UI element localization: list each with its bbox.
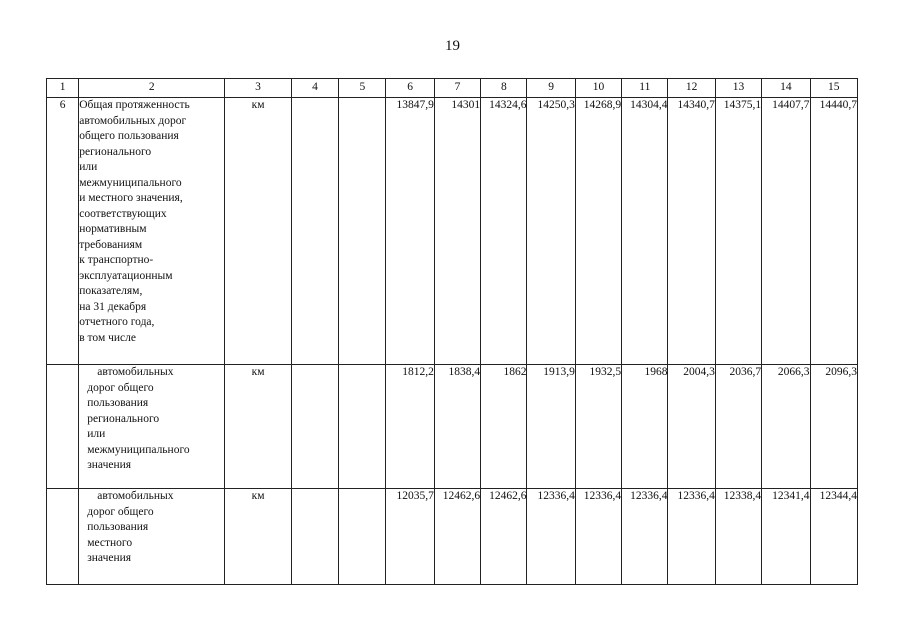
header-cell: 10 xyxy=(575,79,621,98)
header-cell: 15 xyxy=(810,79,858,98)
description-line: дорог общего xyxy=(87,381,154,394)
value-cell: 2096,3 xyxy=(810,365,858,489)
value-cell: 1932,5 xyxy=(575,365,621,489)
header-cell: 8 xyxy=(481,79,527,98)
value-cell: 1812,2 xyxy=(386,365,434,489)
description-line: или xyxy=(87,428,106,440)
value-cell: 14268,9 xyxy=(575,98,621,365)
value-cell: 1913,9 xyxy=(527,365,575,489)
value-cell: 14440,7 xyxy=(810,98,858,365)
header-cell: 5 xyxy=(339,79,386,98)
header-cell: 11 xyxy=(622,79,668,98)
value-cell: 1862 xyxy=(481,365,527,489)
value-cell: 14324,6 xyxy=(481,98,527,365)
row-unit: км xyxy=(225,365,291,489)
value-cell: 14250,3 xyxy=(527,98,575,365)
page-number: 19 xyxy=(445,38,460,54)
value-cell: 2036,7 xyxy=(715,365,761,489)
header-cell: 6 xyxy=(386,79,434,98)
header-cell: 12 xyxy=(668,79,715,98)
header-cell: 7 xyxy=(434,79,480,98)
value-cell: 14301 xyxy=(434,98,480,365)
description-line: отчетного года, xyxy=(79,316,155,328)
value-cell: 12336,4 xyxy=(527,489,575,585)
description-line: дорог общего xyxy=(87,505,154,518)
description-line: нормативным xyxy=(79,223,147,235)
row-description xyxy=(79,98,225,365)
row-col4 xyxy=(291,489,338,585)
description-line: показателям, xyxy=(79,285,143,297)
row-description xyxy=(79,489,225,585)
row-col4 xyxy=(291,365,338,489)
value-cell: 12336,4 xyxy=(668,489,715,585)
description-line: автомобильных дорог xyxy=(79,114,187,127)
header-row xyxy=(47,79,858,98)
value-cell: 12344,4 xyxy=(810,489,858,585)
header-cell: 14 xyxy=(762,79,810,98)
value-cell: 1838,4 xyxy=(434,365,480,489)
description-line: к транспортно- xyxy=(79,254,154,266)
row-description xyxy=(79,365,225,489)
table-row-total-length xyxy=(47,98,858,365)
description-line: и местного значения, xyxy=(79,192,183,204)
row-index xyxy=(47,365,79,489)
row-index xyxy=(47,489,79,585)
description-line: Общая протяженность xyxy=(79,99,190,111)
value-cell: 12462,6 xyxy=(434,489,480,585)
description-line: или xyxy=(79,161,98,173)
description-line: общего пользования xyxy=(79,130,179,142)
description-line: регионального xyxy=(79,145,152,158)
value-cell: 14340,7 xyxy=(668,98,715,365)
description-line: соответствующих xyxy=(79,207,167,220)
header-cell: 3 xyxy=(225,79,291,98)
value-cell: 2004,3 xyxy=(668,365,715,489)
description-line: регионального xyxy=(87,412,160,425)
row-col5 xyxy=(339,98,386,365)
value-cell: 14304,4 xyxy=(622,98,668,365)
value-cell: 14407,7 xyxy=(762,98,810,365)
value-cell: 12336,4 xyxy=(622,489,668,585)
table-row-regional-roads xyxy=(47,365,858,489)
description-line: значения xyxy=(87,459,132,471)
value-cell: 12341,4 xyxy=(762,489,810,585)
row-col5 xyxy=(339,489,386,585)
row-unit: км xyxy=(225,98,291,365)
description-line: автомобильных xyxy=(97,490,174,502)
description-line: в том числе xyxy=(79,331,136,344)
table-row-local-roads xyxy=(47,489,858,585)
value-cell: 12338,4 xyxy=(715,489,761,585)
value-cell: 13847,9 xyxy=(386,98,434,365)
value-cell: 14375,1 xyxy=(715,98,761,365)
row-index: 6 xyxy=(47,98,79,365)
description-line: требованиям xyxy=(79,238,143,251)
value-cell: 1968 xyxy=(622,365,668,489)
row-unit: км xyxy=(225,489,291,585)
header-cell: 9 xyxy=(527,79,575,98)
header-cell: 1 xyxy=(47,79,79,98)
value-cell: 12035,7 xyxy=(386,489,434,585)
value-cell: 12336,4 xyxy=(575,489,621,585)
header-cell: 4 xyxy=(291,79,338,98)
description-line: пользования xyxy=(87,397,149,409)
description-line: значения xyxy=(87,552,132,564)
description-line: эксплуатационным xyxy=(79,269,173,282)
data-table xyxy=(46,78,858,585)
header-cell: 2 xyxy=(79,79,225,98)
row-col5 xyxy=(339,365,386,489)
value-cell: 2066,3 xyxy=(762,365,810,489)
description-line: на 31 декабря xyxy=(79,300,147,313)
description-line: межмуниципального xyxy=(87,443,190,456)
row-col4 xyxy=(291,98,338,365)
description-line: автомобильных xyxy=(97,366,174,378)
value-cell: 12462,6 xyxy=(481,489,527,585)
header-cell: 13 xyxy=(715,79,761,98)
description-line: пользования xyxy=(87,521,149,533)
description-line: местного xyxy=(87,536,133,549)
description-line: межмуниципального xyxy=(79,176,182,189)
